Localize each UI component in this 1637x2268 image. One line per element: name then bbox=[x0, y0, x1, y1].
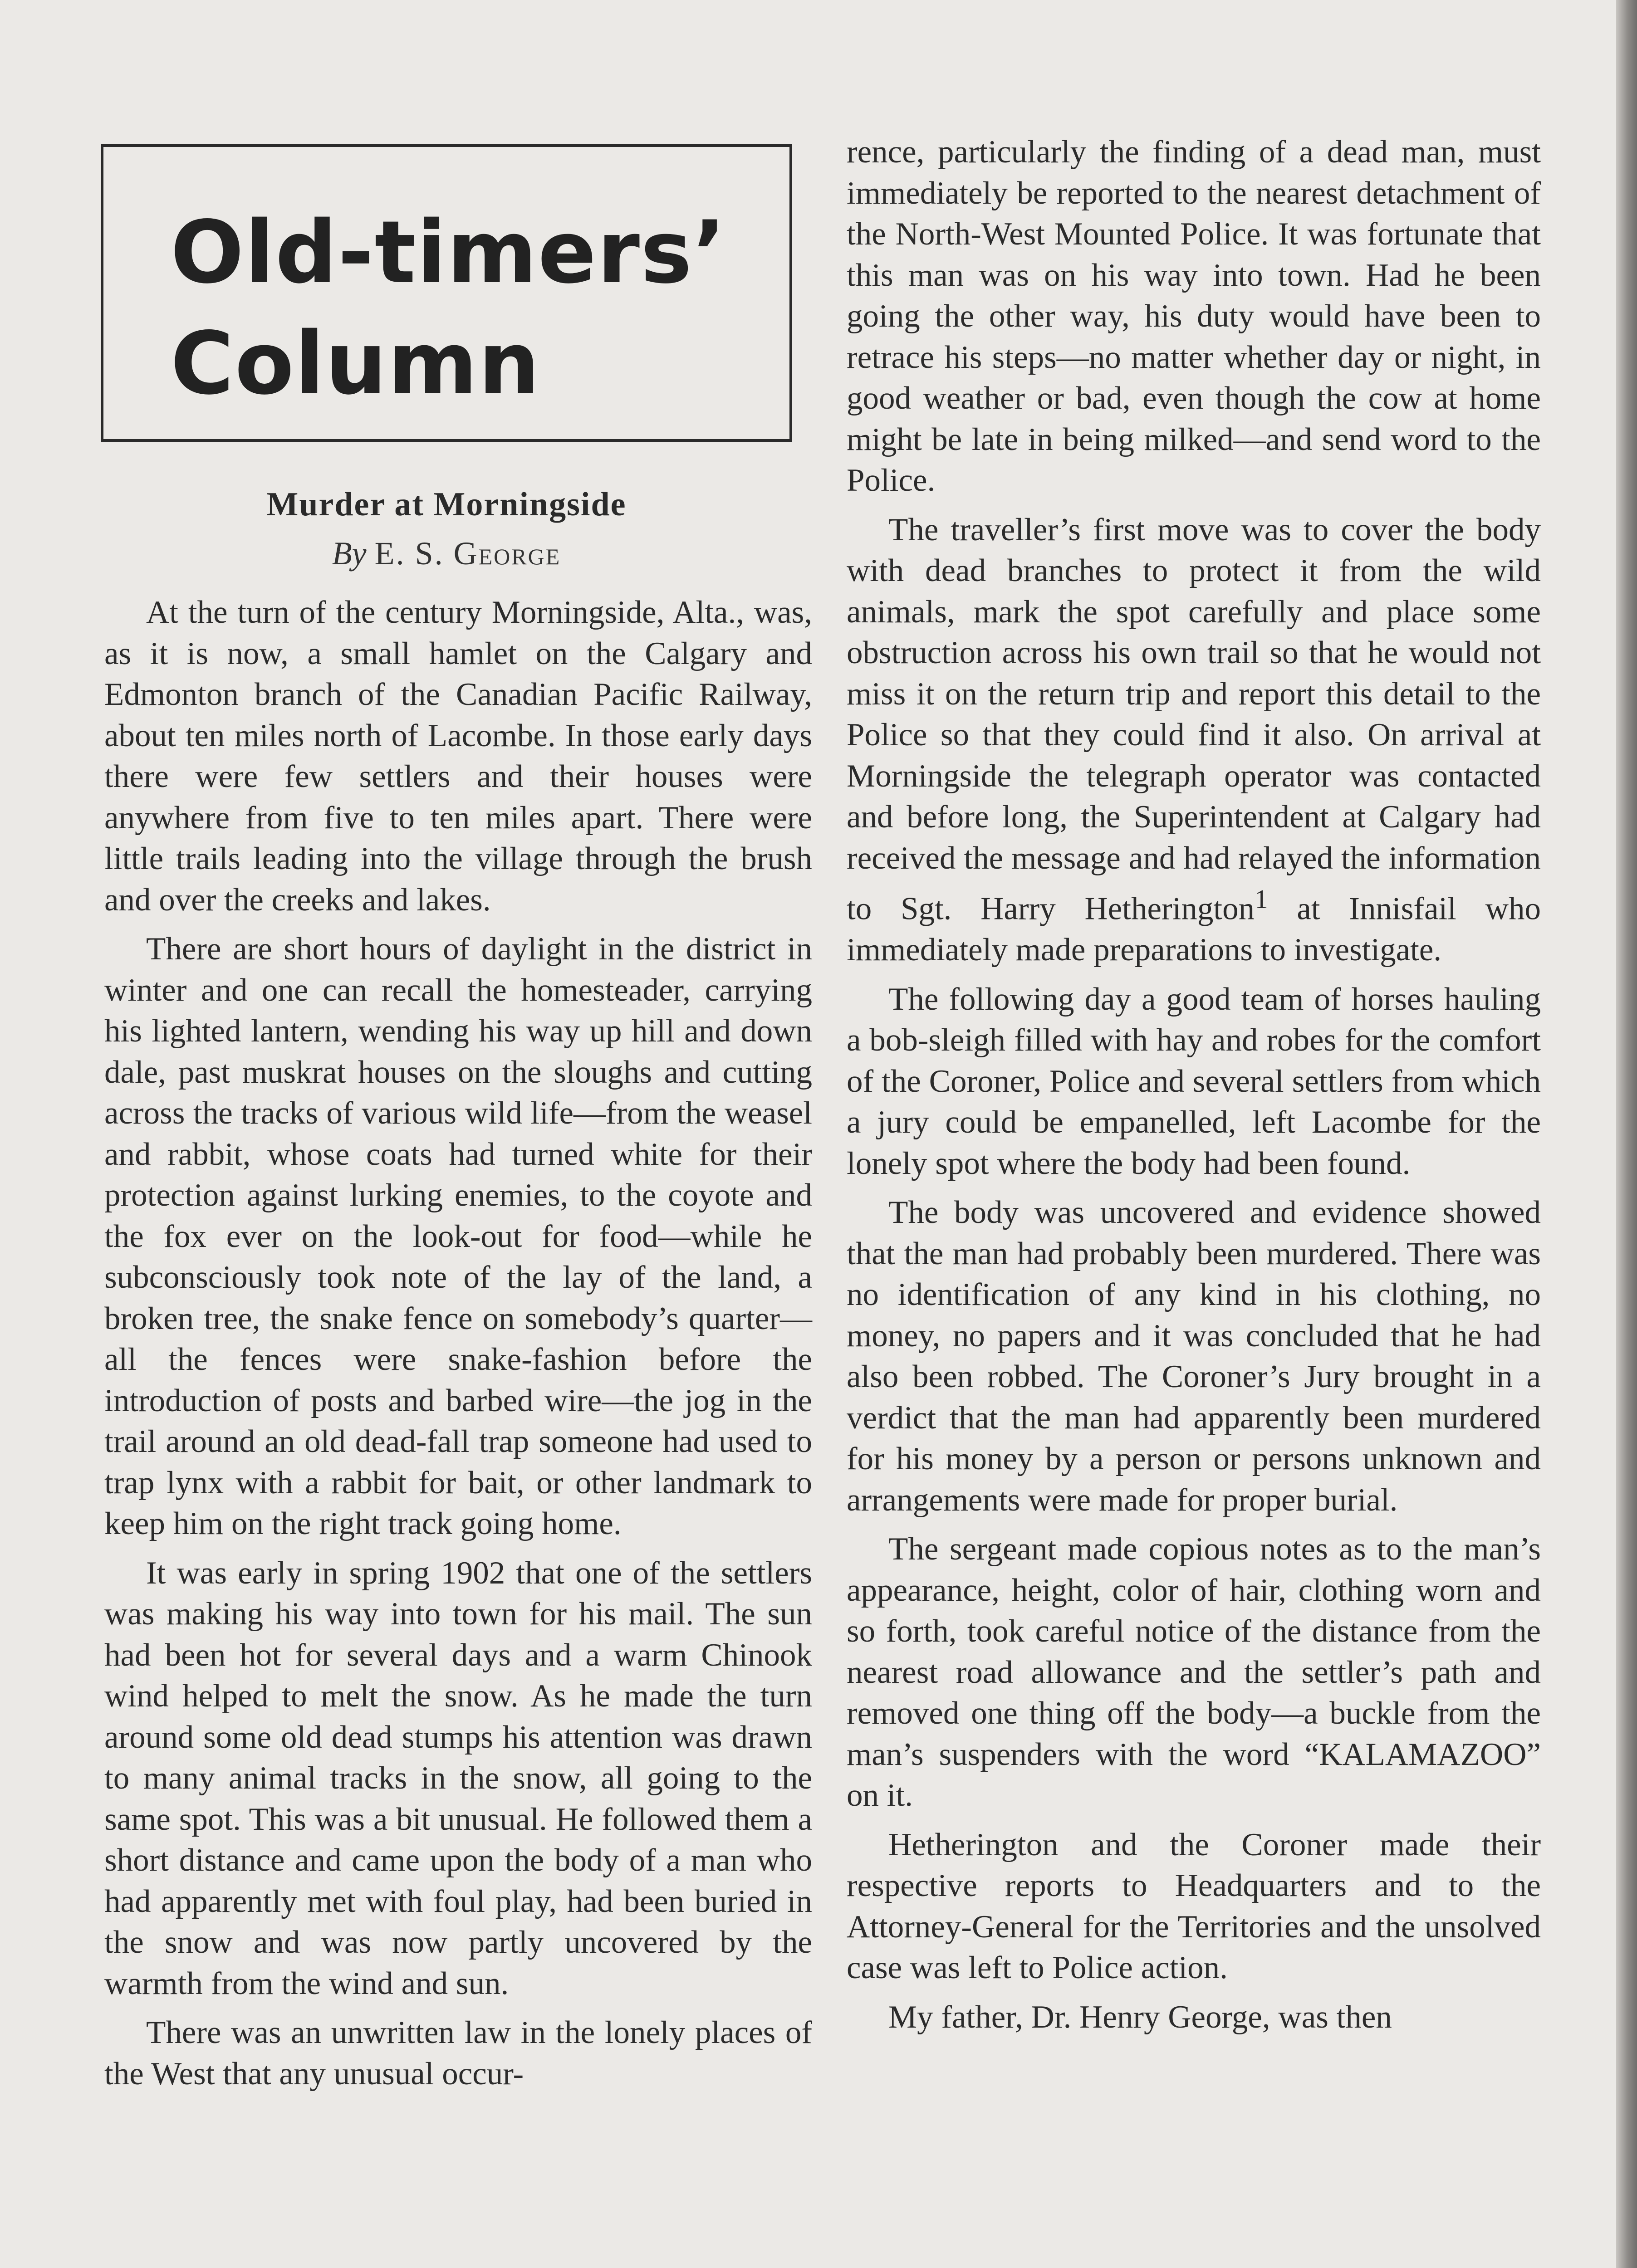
byline-author: E. S. George bbox=[374, 535, 561, 572]
paragraph: The sergeant made copious notes as to the man’s appearance, height, color of hair, clothing worn and so forth, took careful notice of the distance from the nearest road allowance and the settler’s path and removed one thing off the body—a buckle from the man’s suspenders with the word “KALAMAZOO” on it. bbox=[847, 1531, 1541, 1813]
byline-prefix: By bbox=[332, 535, 367, 572]
column-title bbox=[171, 197, 726, 419]
paragraph-text: at Innisfail who immediately made preparations to investigate. bbox=[847, 891, 1541, 968]
paragraph: The body was uncovered and evidence showed that the man had probably been murdered. There was no identification of any kind in his clothing, no money, no papers and it was concluded that he had also been robbed. The Coroner’s Jury brought in a verdict that the man had apparently been murdered for his money by a person or persons unknown and arrangements were made for proper burial. bbox=[847, 1195, 1541, 1518]
left-column bbox=[104, 592, 812, 2102]
article-byline bbox=[101, 531, 792, 576]
paragraph: There was an unwritten law in the lonely places of the West that any unusual occur- bbox=[104, 2015, 812, 2092]
paragraph-continuation: rence, particularly the finding of a dead man, must immediately be reported to the nearest detachment of the North-West Mounted Police. It was fortunate that this man was on his way into town. Had he been going the other way, his duty would have been to retrace his steps—no matter whether day or night, in good weather or bad, even though the cow at home might be late in being milked—and send word to the Police. bbox=[847, 134, 1541, 498]
paragraph: Hetherington and the Coroner made their respective reports to Headquarters and to the Attorney-General for the Territories and the unsolved case was left to Police action. bbox=[847, 1827, 1541, 1986]
paragraph: My father, Dr. Henry George, was then bbox=[888, 1999, 1392, 2035]
paragraph: The following day a good team of horses hauling a bob-sleigh filled with hay and robes for the comfort of the Coroner, Police and several settlers from which a jury could be empanelled, left Lacombe for the lonely spot where the body had been found. bbox=[847, 981, 1541, 1181]
page-edge-shadow bbox=[1616, 0, 1637, 2268]
column-title-box bbox=[101, 144, 792, 442]
paragraph-text: The traveller’s first move was to cover the body with dead branches to protect it from the wild animals, mark the spot carefully and place some obstruction across his own trail so that he would not miss it on the return trip and report this detail to the Police so that they could find it also. On arrival at Morningside the telegraph operator was contacted and before long, the Superintendent at Calgary had received the message and had relayed the information to Sgt. Harry Hetherington bbox=[847, 512, 1541, 927]
paragraph: At the turn of the century Morningside, Alta., was, as it is now, a small hamlet on the Calgary and Edmonton branch of the Canadian Pacific Railway, about ten miles north of Lacombe. In those early days there were few settlers and their houses were anywhere from five to ten miles apart. There were little trails leading into the village through the brush and over the creeks and lakes. bbox=[104, 595, 812, 918]
paragraph: There are short hours of daylight in the district in winter and one can recall the homesteader, carrying his lighted lantern, wending his way up hill and down dale, past muskrat houses on the sloughs and cutting across the tracks of various wild life—from the weasel and rabbit, whose coats had turned white for their protection against lurking enemies, to the coyote and the fox ever on the look-out for food—while he subconsciously took note of the lay of the land, a broken tree, the snake fence on somebody’s quarter—all the fences were snake-fashion before the introduction of posts and barbed wire—the jog in the trail around an old dead-fall trap someone had used to trap lynx with a rabbit for bait, or other landmark to keep him on the right track going home. bbox=[104, 931, 812, 1541]
column-title-line1: Old-timers’ bbox=[171, 202, 727, 303]
paragraph: It was early in spring 1902 that one of the settlers was making his way into town for his mail. The sun had been hot for several days and a warm Chinook wind helped to melt the snow. As he made the turn around some old dead stumps his attention was drawn to many animal tracks in the snow, all going to the same spot. This was a bit unusual. He followed them a short distance and came upon the body of a man who had apparently met with foul play, had been buried in the snow and was now partly uncovered by the warmth from the wind and sun. bbox=[104, 1555, 812, 2001]
paragraph bbox=[847, 509, 1541, 971]
article-headline: Murder at Morningside bbox=[266, 486, 627, 523]
right-column bbox=[847, 132, 1541, 2046]
column-title-line2: Column bbox=[171, 313, 541, 414]
footnote-reference: 1 bbox=[1255, 884, 1268, 914]
